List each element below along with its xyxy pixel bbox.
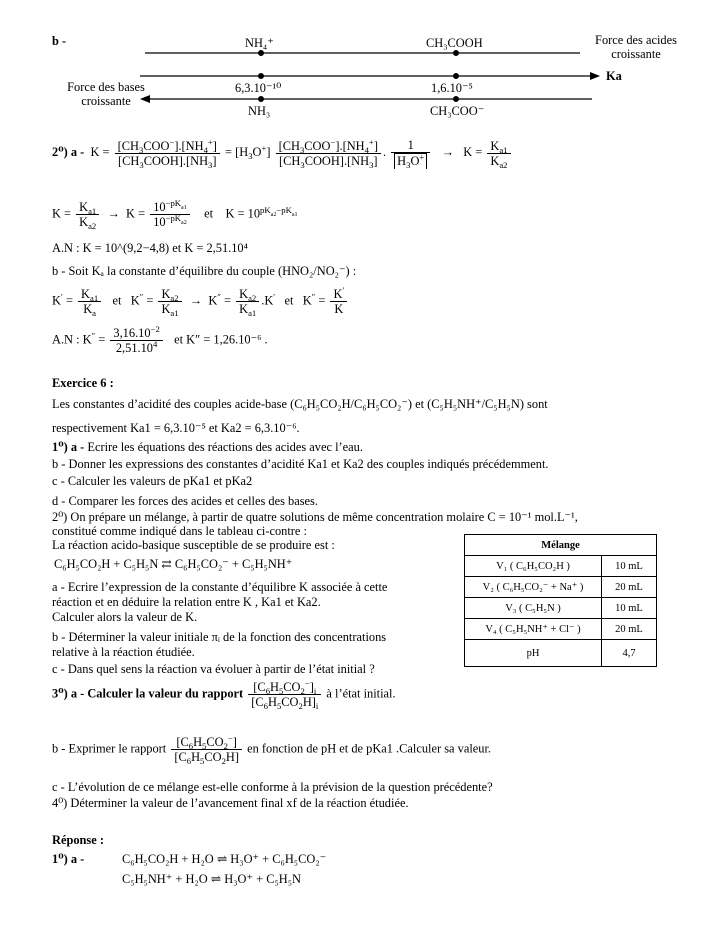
table-row [465, 619, 657, 640]
part-b-intro: b - Soit Kₐ la constante d’équilibre du couple (HNO₂/NO₂⁻) : [52, 264, 357, 278]
question-1c: c - Calculer les valeurs de pKa1 et pKa2 [52, 474, 253, 488]
ka-arrowhead [590, 72, 600, 80]
exercise-intro-2: respectivement Ka1 = 6,3.10⁻⁵ et Ka2 = 6,3.10⁻⁶. [52, 421, 300, 435]
an-result-2: et K″ = 1,26.10⁻⁶ . [174, 332, 268, 347]
q3b-tail: en fonction de pH et de pKa1 .Calculer sa valeur. [247, 741, 492, 756]
base-ch3coo-label: CH₃COO⁻ [430, 104, 485, 118]
table-cell-value: 10 mL [602, 598, 657, 619]
answer-label: 1⁰) a - [52, 852, 85, 866]
part-b-label: b - [52, 34, 67, 48]
table-header: Mélange [465, 535, 657, 556]
question-2-line3: La réaction acido-basique susceptible de se produire est : [52, 538, 335, 552]
question-1a [52, 440, 363, 454]
table-cell-value: 10 mL [602, 556, 657, 577]
table-cell-label: pH [465, 640, 602, 667]
q3b-text: b - Exprimer le rapport [52, 741, 167, 756]
acid-force-label: Force des acides croissante [595, 33, 677, 62]
formula-an-2: A.N : K″ = $\frac{3,16.10^{-2}}{2,51.10^4}$ et K″ = 1,26.10⁻⁶ . [52, 324, 268, 356]
table-cell-label: V₂ ( C₆H₅CO₂⁻ + Na⁺ ) [465, 577, 602, 598]
q3a-text: 3⁰) a - Calculer la valeur du rapport [52, 686, 244, 701]
question-2a-line3: Calculer alors la valeur de K. [52, 610, 198, 624]
acid-nh4-label: NH₄⁺ [245, 36, 274, 50]
reaction-equation: C₆H₅CO₂H + C₅H₅N ⇄ C₆H₅CO₂⁻ + C₅H₅NH⁺ [54, 557, 293, 571]
exercise-intro-1: Les constantes d’acidité des couples acide-base (C₆H₅CO₂H/C₆H₅CO₂⁻) et (C₅H₅NH⁺/C₅H₅N) sont [52, 397, 548, 411]
question-2-line1: 2⁰) On prépare un mélange, à partir de quatre solutions de même concentration molaire C = 10⁻¹ mol.L⁻¹, [52, 510, 578, 524]
question-2-line2: constitué comme indiqué dans le tableau ci-contre : [52, 524, 307, 538]
base-nh3-label: NH₃ [248, 104, 271, 118]
exercise-title: Exercice 6 : [52, 376, 114, 390]
question-3a: 3⁰) a - Calculer la valeur du rapport $\frac{[C_6H_5CO_2^-]_i}{[C_6H_5CO_2H]_i}$ à l’état initial. [52, 678, 396, 712]
question-2b-line1: b - Déterminer la valeur initiale πᵢ de la fonction des concentrations [52, 630, 387, 644]
table-row [465, 598, 657, 619]
table-cell-value: 20 mL [602, 619, 657, 640]
question-3b: b - Exprimer le rapport $\frac{[C_6H_5CO_2^-]}{[C_6H_5CO_2H]}$ en fonction de pH et de pKa1 .Calculer sa valeur. [52, 733, 492, 767]
ka1-value: 6,3.10⁻¹⁰ [235, 81, 282, 95]
ka-point-2 [453, 73, 459, 79]
q1-label: 1⁰) a - [52, 440, 85, 454]
formula-k-prime: K′ = $\frac{K_{a1}}{K_a}$ et K″ = $\frac{K_{a2}}{K_{a1}}$ → K″ = $\frac{K_{a2}}{K_{a1}}$ .K′ et K″ = $\frac{K'}{K}$ [52, 287, 349, 317]
answer-title: Réponse : [52, 833, 104, 847]
question-3c: c - L’évolution de ce mélange est-elle conforme à la prévision de la question précédente? [52, 780, 493, 794]
q3a-tail: à l’état initial. [326, 686, 396, 701]
question-2a-line1: a - Ecrire l’expression de la constante d’équilibre K associée à cette [52, 580, 388, 594]
table-header-row [465, 535, 657, 556]
acid-ch3cooh-label: CH₃COOH [426, 36, 483, 50]
base-point-2 [453, 96, 459, 102]
an-result-1: A.N : K = 10^(9,2−4,8) et K = 2,51.10⁴ [52, 241, 248, 255]
table-cell-label: V₁ ( C₆H₅CO₂H ) [465, 556, 602, 577]
question-4: 4⁰) Déterminer la valeur de l’avancement final xf de la réaction étudiée. [52, 796, 409, 810]
formula-k-pk: K = $\frac{K_{a1}}{K_{a2}}$ → K = $\frac{10^{-pK_{a1}}}{10^{-pK_{a2}}}$ et $K = 10^{pK_{a2}-pK_{a1}}$ [52, 198, 298, 232]
question-2b-line2: relative à la réaction étudiée. [52, 645, 195, 659]
base-force-label: Force des bases croissante [67, 80, 145, 109]
acid-point-2 [453, 50, 459, 56]
scale-axes [0, 0, 720, 130]
q2a-label: 2⁰) a - [52, 145, 85, 160]
table-row [465, 640, 657, 667]
formula-k-expression: 2⁰) a - K = $\frac{[CH_3COO^-].[NH_4^+]}{[CH_3COOH].[NH_3]}$ = $[H_3O^+]$ $\frac{[CH_3COO^-].[NH_4^+]}{[CH_3COOH].[NH_3]}$ . $\frac{1}{H_3O^+}$ → K = $\frac{K_{a1}}{K_{a2}}$ [52, 138, 513, 169]
table-cell-value: 20 mL [602, 577, 657, 598]
table-cell-value: 4,7 [602, 640, 657, 667]
answer-equation-1: C₆H₅CO₂H + H₂O ⇌ H₃O⁺ + C₆H₅CO₂⁻ [122, 852, 327, 866]
question-2c: c - Dans quel sens la réaction va évoluer à partir de l’état initial ? [52, 662, 375, 676]
ka-point-1 [258, 73, 264, 79]
q1a-text: Ecrire les équations des réactions des acides avec l’eau. [87, 440, 363, 454]
base-point-1 [258, 96, 264, 102]
table-row [465, 556, 657, 577]
question-1d: d - Comparer les forces des acides et celles des bases. [52, 494, 318, 508]
acid-point-1 [258, 50, 264, 56]
table-cell-label: V₄ ( C₅H₅NH⁺ + Cl⁻ ) [465, 619, 602, 640]
ka2-value: 1,6.10⁻⁵ [431, 81, 473, 95]
table-row [465, 577, 657, 598]
question-2a-line2: réaction et en déduire la relation entre K , Ka1 et Ka2. [52, 595, 321, 609]
ka-axis-label: Ka [606, 69, 622, 83]
answer-equation-2: C₅H₅NH⁺ + H₂O ⇌ H₃O⁺ + C₅H₅N [122, 872, 302, 886]
table-cell-label: V₃ ( C₅H₅N ) [465, 598, 602, 619]
question-1b: b - Donner les expressions des constantes d’acidité Ka1 et Ka2 des couples indiqués précédemment. [52, 457, 549, 471]
mixture-table [464, 534, 657, 667]
